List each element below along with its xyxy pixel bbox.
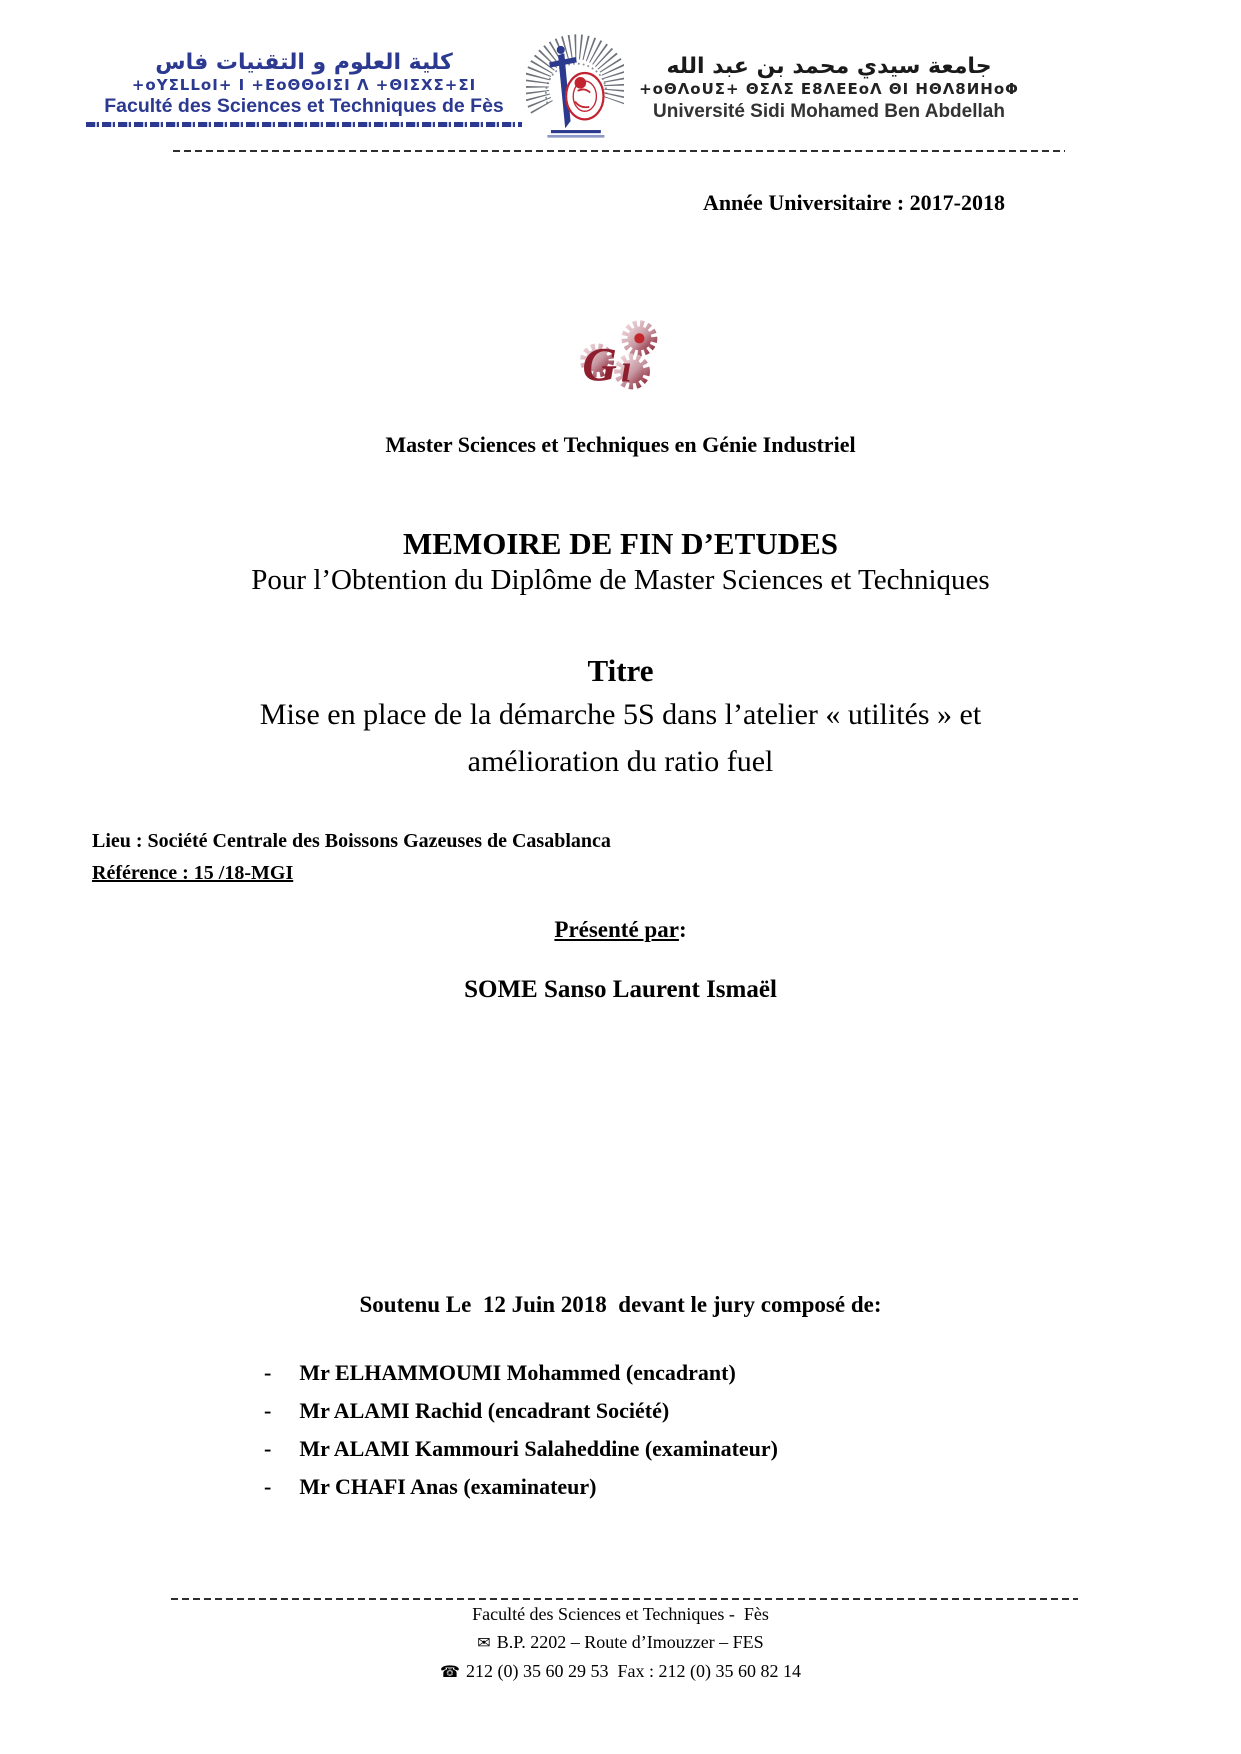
thesis-title-line1: Mise en place de la démarche 5S dans l’atelier « utilités » et: [259, 698, 982, 731]
author-name: SOME Sanso Laurent Ismaël: [464, 976, 777, 1003]
university-seal-icon: [526, 32, 624, 139]
footer-address-text: B.P. 2202 – Route d’Imouzzer – FES: [496, 1632, 764, 1652]
faculty-name: Faculté des Sciences et Techniques de Fès: [104, 95, 504, 118]
gi-letter-i: ı: [620, 348, 632, 391]
jury-member-1: Mr ELHAMMOUMI Mohammed (encadrant): [299, 1360, 736, 1385]
header-divider: [173, 150, 1065, 152]
location-line: Lieu : Société Centrale des Boissons Gazeuses de Casablanca: [92, 830, 611, 852]
footer-phone-line: [0, 1657, 1241, 1686]
defense-line: Soutenu Le 12 Juin 2018 devant le jury composé de:: [359, 1292, 882, 1317]
footer-address-line: [0, 1628, 1241, 1657]
footer: [0, 1598, 1241, 1686]
faculty-underline-decoration: [86, 122, 522, 127]
jury-dash: -: [264, 1474, 272, 1499]
mail-icon: ✉: [477, 1633, 491, 1652]
jury-list: [264, 1354, 1241, 1506]
presented-by: [0, 917, 1241, 943]
university-tifinagh-title: +oΘΛoUΣ+ ΘΣΛΣ Ε8ΛΕΕoΛ ΘΙ ΗΘΛ8ИΗoΦ: [639, 80, 1019, 99]
thesis-title-line2: amélioration du ratio fuel: [467, 745, 774, 778]
header: [0, 0, 1241, 144]
gi-letter-g: G: [581, 338, 617, 392]
university-block: [629, 34, 1029, 124]
titre-label: Titre: [587, 653, 654, 688]
reference-line: Référence : 15 /18-MGI: [92, 862, 294, 884]
jury-dash: -: [264, 1398, 272, 1423]
jury-member-3: Mr ALAMI Kammouri Salaheddine (examinateur): [299, 1436, 779, 1461]
academic-year: Année Universitaire : 2017-2018: [702, 190, 1005, 215]
memoire-title: MEMOIRE DE FIN D’ETUDES: [403, 526, 838, 561]
phone-icon: ☎: [440, 1662, 460, 1681]
jury-dash: -: [264, 1360, 272, 1385]
jury-item: [264, 1392, 1241, 1430]
university-name: Université Sidi Mohamed Ben Abdellah: [653, 100, 1005, 122]
university-seal-logo: [526, 32, 626, 144]
memoire-subtitle: Pour l’Obtention du Diplôme de Master Sciences et Techniques: [251, 564, 990, 596]
gear-center-dot: [634, 333, 644, 343]
presented-by-label: Présenté par: [554, 917, 679, 942]
university-arabic-title: جامعة سيدي محمد بن عبد الله: [666, 54, 992, 79]
jury-item: [264, 1430, 1241, 1468]
jury-member-2: Mr ALAMI Rachid (encadrant Société): [299, 1398, 670, 1423]
gi-department-logo: [0, 316, 1241, 394]
footer-phone-text: 212 (0) 35 60 29 53 Fax : 212 (0) 35 60 82 14: [465, 1661, 801, 1681]
jury-item: [264, 1468, 1241, 1506]
jury-member-4: Mr CHAFI Anas (examinateur): [299, 1474, 597, 1499]
location-block: [92, 825, 1241, 889]
presented-by-colon: :: [678, 917, 687, 942]
faculty-tifinagh-title: +oYΣLLoI+ I +EoΘΘoIΣI Λ +ΘIΣXΣ+ΣI: [131, 76, 477, 95]
faculty-block: [86, 34, 522, 127]
footer-faculty-line: Faculté des Sciences et Techniques - Fès: [472, 1604, 769, 1624]
gi-gears-icon: [575, 316, 667, 392]
jury-dash: -: [264, 1436, 272, 1461]
jury-item: [264, 1354, 1241, 1392]
thesis-title: [0, 691, 1241, 785]
faculty-arabic-title: كلية العلوم و التقنيات فاس: [155, 50, 453, 75]
program-title: Master Sciences et Techniques en Génie Industriel: [385, 432, 856, 457]
